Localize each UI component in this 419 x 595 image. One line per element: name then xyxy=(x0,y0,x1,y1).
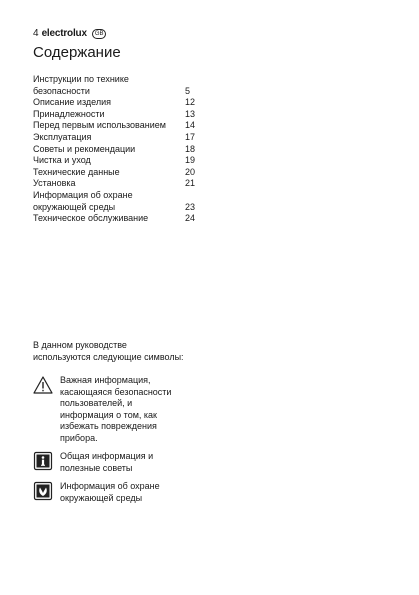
toc-entry-line: Эксплуатация xyxy=(33,131,92,142)
toc-entry xyxy=(33,167,203,179)
symbol-text-line: Важная информация, xyxy=(60,375,151,385)
table-of-contents xyxy=(33,74,203,225)
toc-entry xyxy=(33,97,203,109)
symbol-warning xyxy=(33,375,171,445)
toc-entry-line: Перед первым использованием xyxy=(33,120,166,131)
toc-entry-line: Чистка и уход xyxy=(33,155,91,166)
toc-entry-line: Установка xyxy=(33,178,76,189)
toc-entry-page: 19 xyxy=(185,155,196,166)
toc-entry-line: окружающей среды xyxy=(33,201,116,212)
symbol-environment xyxy=(33,481,160,504)
symbol-text-line: прибора. xyxy=(60,432,98,443)
toc-entry-page: 12 xyxy=(185,97,196,108)
toc-entry-line: Советы и рекомендации xyxy=(33,143,136,154)
toc-entry-title xyxy=(33,74,185,97)
toc-entry-page: 17 xyxy=(185,131,196,142)
toc-entry-title xyxy=(33,155,185,167)
legend-intro-line: В данном руководстве xyxy=(33,340,127,350)
page-header xyxy=(33,28,106,39)
toc-entry xyxy=(33,213,203,225)
toc-entry-page: 21 xyxy=(185,178,196,189)
symbol-text-line: информация о том, как xyxy=(60,409,157,420)
toc-entry-title xyxy=(33,144,185,156)
toc-entry xyxy=(33,74,203,97)
toc-entry xyxy=(33,132,203,144)
page-number: 4 xyxy=(33,28,39,39)
toc-entry-title xyxy=(33,120,185,132)
toc-entry-page: 5 xyxy=(185,85,191,96)
toc-entry-line: Технические данные xyxy=(33,166,120,177)
page-title: Содержание xyxy=(33,44,121,61)
toc-entry-title xyxy=(33,178,185,190)
symbol-text-line: полезные советы xyxy=(60,462,133,473)
toc-entry-page: 23 xyxy=(185,201,196,212)
toc-entry xyxy=(33,120,203,132)
toc-entry xyxy=(33,155,203,167)
symbol-text-line: касающаяся безопасности xyxy=(60,386,172,397)
symbol-text-line: Общая информация и xyxy=(60,451,154,461)
info-icon xyxy=(33,451,53,471)
toc-entry-page: 24 xyxy=(185,213,196,224)
toc-entry xyxy=(33,190,203,213)
toc-entry-page: 13 xyxy=(185,108,196,119)
legend-intro xyxy=(33,340,184,363)
toc-entry-title xyxy=(33,132,185,144)
toc-entry-line: Информация об охране xyxy=(33,189,133,200)
toc-entry xyxy=(33,144,203,156)
environment-icon xyxy=(33,481,53,501)
toc-entry-line: Инструкции по технике xyxy=(33,74,129,84)
toc-entry-line: Описание изделия xyxy=(33,97,111,108)
toc-entry-page: 18 xyxy=(185,143,196,154)
toc-entry-line: Техническое обслуживание xyxy=(33,213,149,224)
legend-intro-line: используются следующие символы: xyxy=(33,351,184,362)
toc-entry-page: 20 xyxy=(185,166,196,177)
toc-entry-title xyxy=(33,97,185,109)
symbol-text-line: пользователей, и xyxy=(60,398,133,409)
symbol-text-line: избежать повреждения xyxy=(60,421,157,432)
symbol-text-line: Информация об охране xyxy=(60,481,160,491)
toc-entry-title xyxy=(33,213,185,225)
symbol-info-text xyxy=(60,451,153,474)
warning-triangle-icon xyxy=(33,375,53,395)
toc-entry-title xyxy=(33,190,185,213)
language-badge: GB xyxy=(92,29,107,39)
symbol-warning-text xyxy=(60,375,171,445)
toc-entry-line: безопасности xyxy=(33,85,90,96)
toc-entry xyxy=(33,178,203,190)
toc-entry-title xyxy=(33,167,185,179)
toc-entry-page: 14 xyxy=(185,120,196,131)
symbol-text-line: окружающей среды xyxy=(60,492,143,503)
toc-entry xyxy=(33,109,203,121)
toc-entry-line: Принадлежности xyxy=(33,108,105,119)
symbol-info xyxy=(33,451,153,474)
symbol-environment-text xyxy=(60,481,160,504)
toc-entry-title xyxy=(33,109,185,121)
brand-logo: electrolux xyxy=(41,28,87,39)
